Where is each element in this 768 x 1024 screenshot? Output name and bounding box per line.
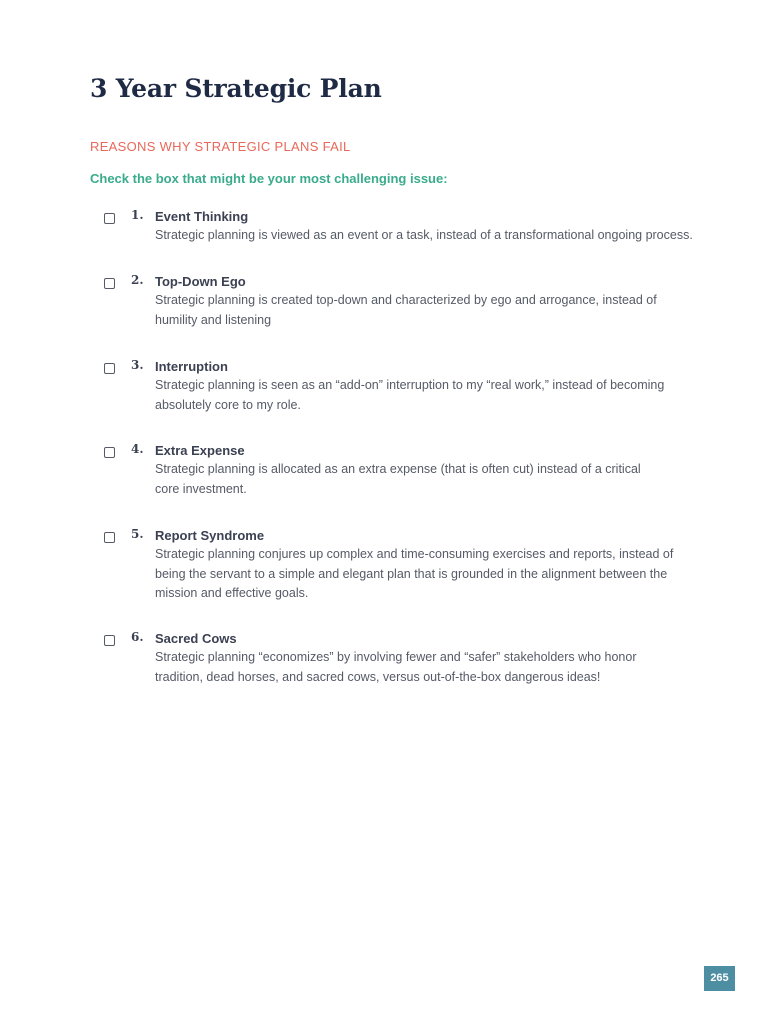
item-title: Interruption xyxy=(155,359,228,374)
item-description xyxy=(155,226,710,246)
item-body xyxy=(155,357,710,415)
item-number: 2. xyxy=(131,273,144,287)
item-description xyxy=(155,291,710,330)
item-title: Top-Down Ego xyxy=(155,274,246,289)
checkbox-1[interactable] xyxy=(104,213,115,224)
item-number: 6. xyxy=(131,630,144,644)
item-title: Sacred Cows xyxy=(155,631,237,646)
item-description xyxy=(155,545,710,604)
item-description xyxy=(155,376,710,415)
item-description-line: Strategic planning is created top-down and characterized by ego and arrogance, instead of xyxy=(155,293,657,307)
item-body xyxy=(155,526,710,604)
item-description-line: Strategic planning is seen as an “add-on” interruption to my “real work,” instead of becoming xyxy=(155,378,665,392)
section-heading: REASONS WHY STRATEGIC PLANS FAIL xyxy=(90,139,351,154)
item-description-line: core investment. xyxy=(155,481,247,496)
item-description-line: humility and listening xyxy=(155,312,272,327)
item-description-line: being the servant to a simple and elegant plan that is grounded in the alignment between the xyxy=(155,566,668,581)
item-description-line: tradition, dead horses, and sacred cows, versus out-of-the-box dangerous ideas! xyxy=(155,669,601,684)
item-title: Report Syndrome xyxy=(155,528,265,543)
page-number-badge: 265 xyxy=(704,966,735,991)
item-body xyxy=(155,629,710,687)
checkbox-3[interactable] xyxy=(104,363,115,374)
instruction-text: Check the box that might be your most challenging issue: xyxy=(90,171,448,186)
item-title: Extra Expense xyxy=(155,443,245,458)
item-description-line: Strategic planning is allocated as an extra expense (that is often cut) instead of a critical xyxy=(155,462,641,476)
item-body xyxy=(155,441,710,499)
page-title: 3 Year Strategic Plan xyxy=(90,74,382,103)
item-number: 4. xyxy=(131,442,144,456)
item-title: Event Thinking xyxy=(155,209,249,224)
item-body xyxy=(155,272,710,330)
item-description xyxy=(155,460,710,499)
item-description xyxy=(155,648,710,687)
item-number: 1. xyxy=(131,208,144,222)
checkbox-5[interactable] xyxy=(104,532,115,543)
item-description-line: absolutely core to my role. xyxy=(155,397,301,412)
item-description-line: Strategic planning conjures up complex and time-consuming exercises and reports, instead of xyxy=(155,547,674,561)
checkbox-6[interactable] xyxy=(104,635,115,646)
item-number: 3. xyxy=(131,358,144,372)
item-description-line: Strategic planning “economizes” by involving fewer and “safer” stakeholders who honor xyxy=(155,650,637,664)
item-number: 5. xyxy=(131,527,144,541)
checkbox-2[interactable] xyxy=(104,278,115,289)
item-body xyxy=(155,207,710,246)
item-description-line: Strategic planning is viewed as an event or a task, instead of a transformational ongoing process. xyxy=(155,228,693,242)
checkbox-4[interactable] xyxy=(104,447,115,458)
item-description-line: mission and effective goals. xyxy=(155,586,309,600)
